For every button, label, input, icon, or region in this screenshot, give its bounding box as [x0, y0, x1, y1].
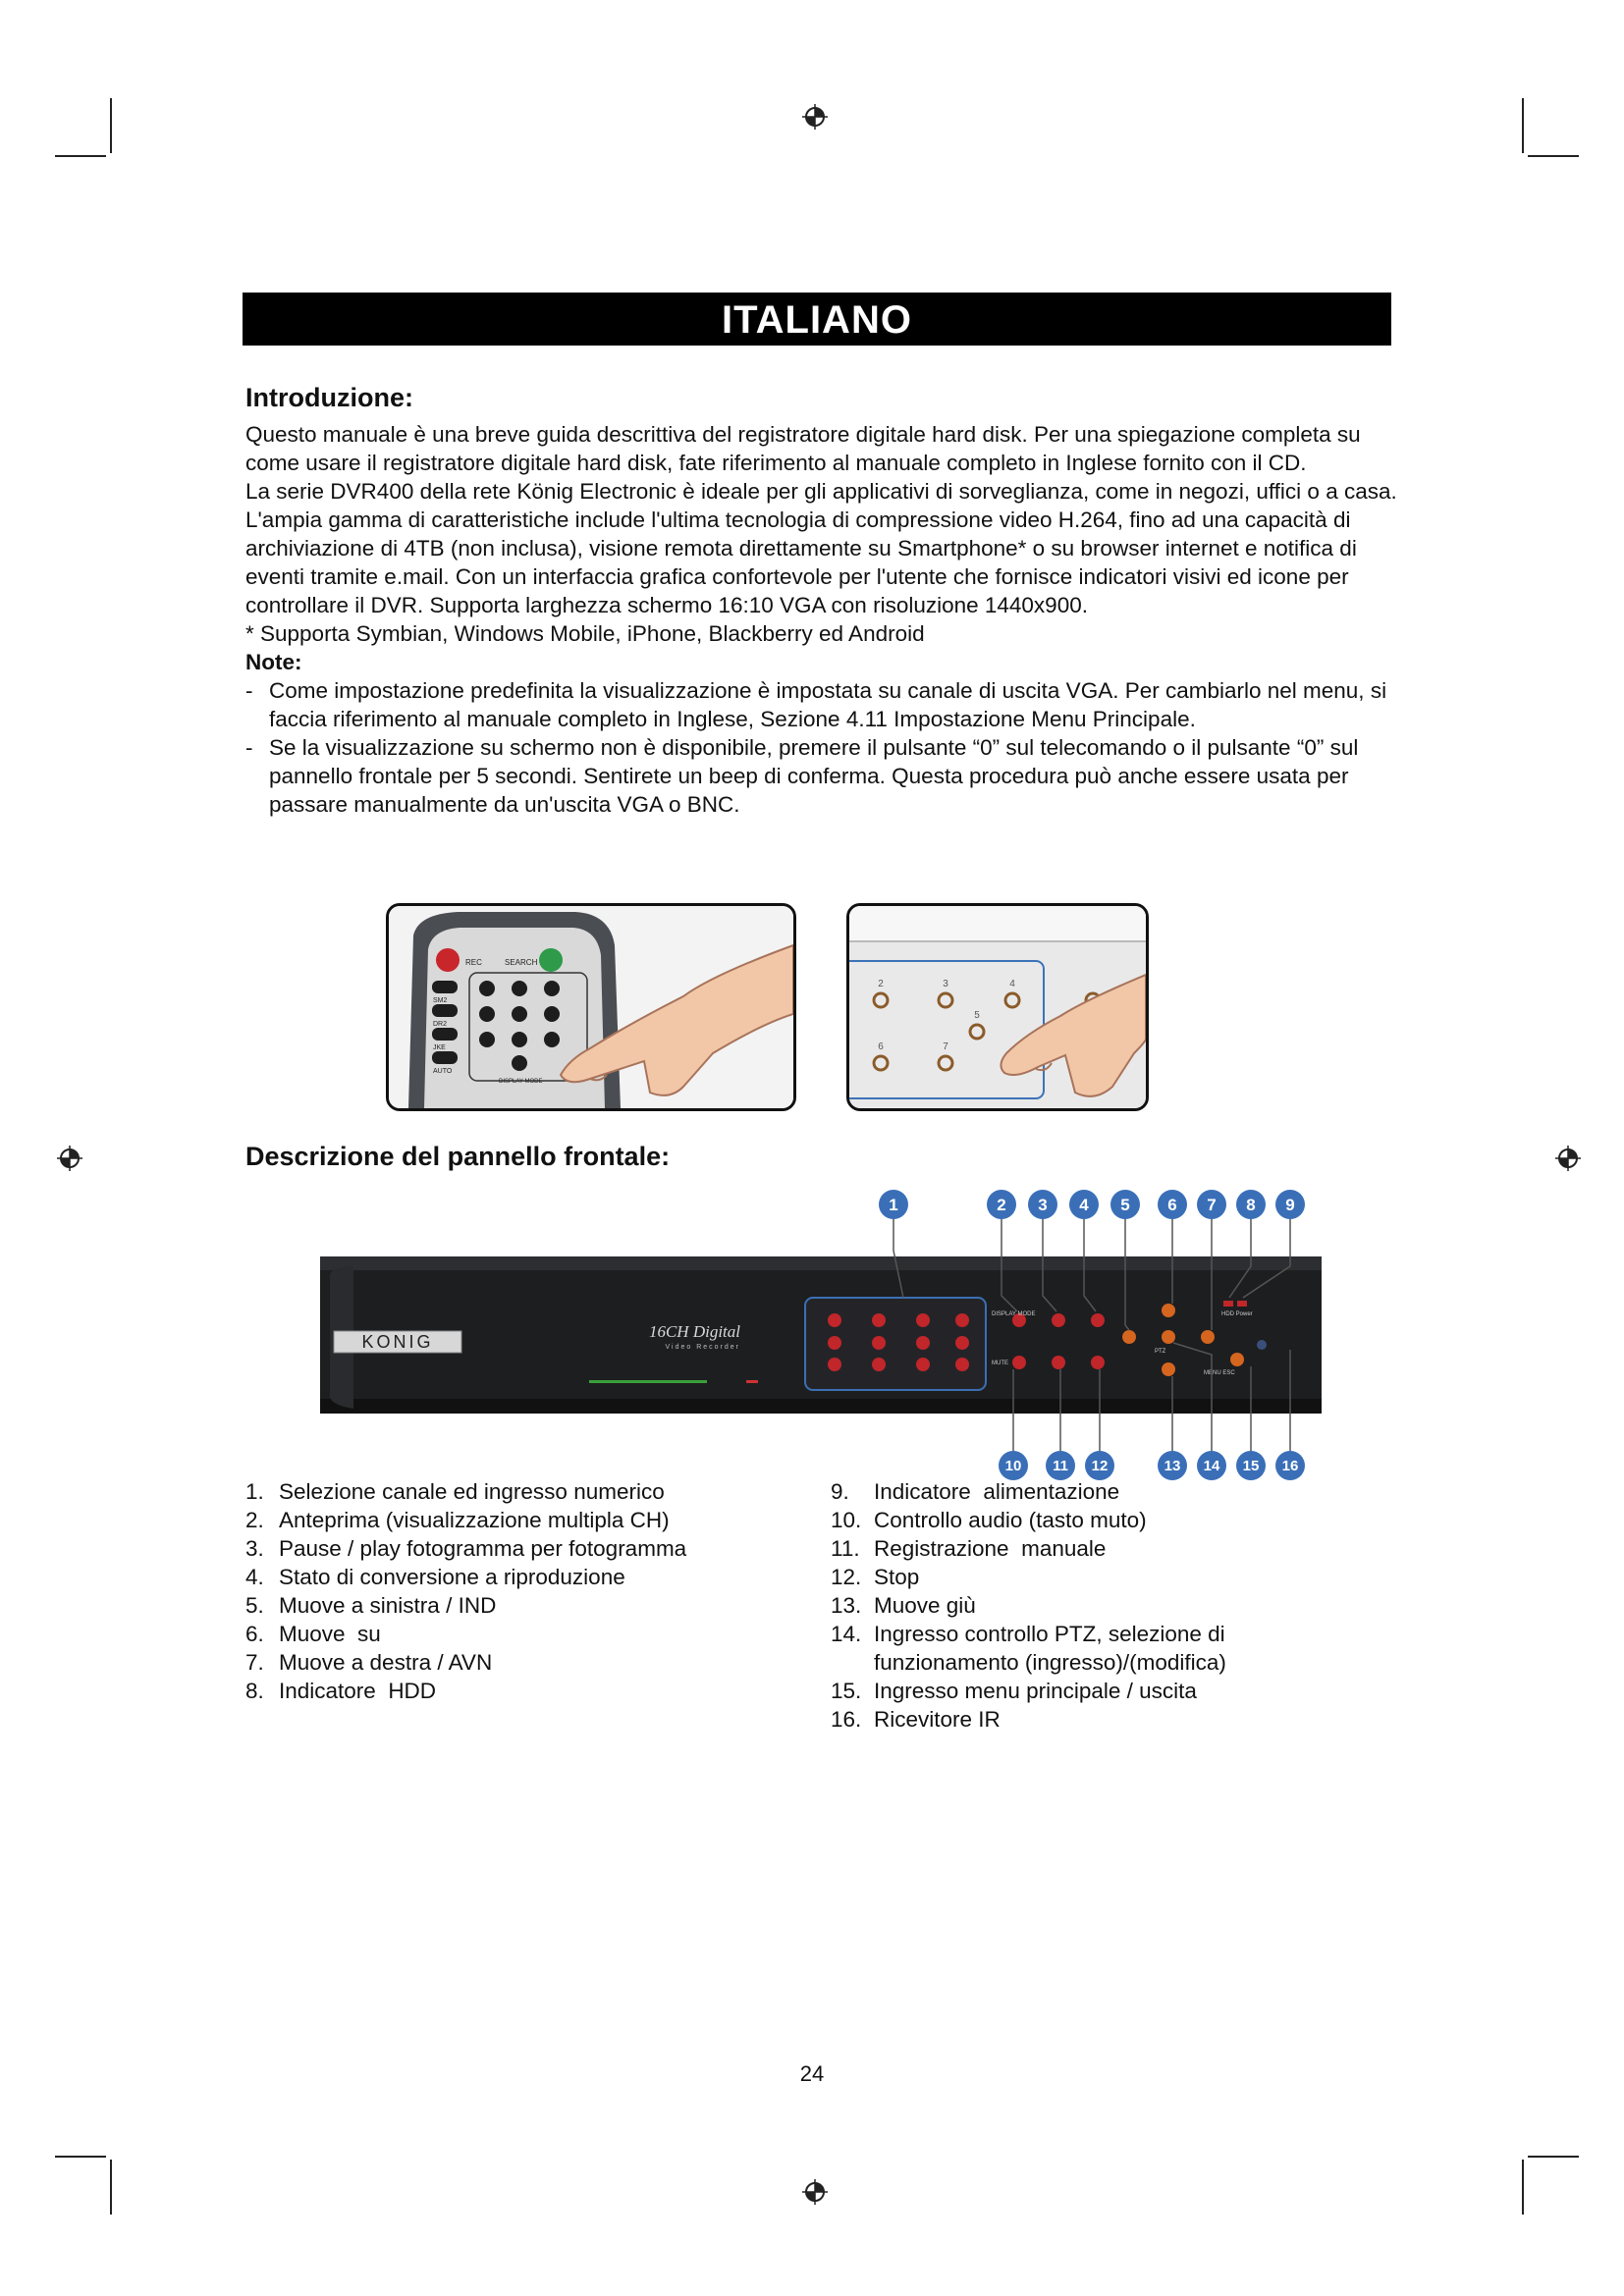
display-mode-label: DISPLAY MODE	[992, 1311, 1036, 1317]
hdd-power-label: HDD Power	[1221, 1311, 1253, 1317]
item-text: Indicatore HDD	[279, 1679, 437, 1703]
brand-logo: KONIG	[361, 1332, 434, 1352]
item-number: 12.	[831, 1565, 862, 1589]
crop-mark	[1528, 155, 1579, 157]
intro-paragraph: La serie DVR400 della rete König Electronic è ideale per gli applicativi di sorveglianza, come in negozi, uffici o a casa. L'ampia gamma di caratteristiche include l'ultima tecnologia di compressione video H.264, fino ad una capacità di archiviazione di 4TB (non inclusa), visione remota direttamente su Smartphone* o su browser internet e notifica di eventi tramite e.mail. Con un interfaccia grafica confortevole per l'utente che fornisce indicatori visivi ed icone per controllare il DVR. Supporta larghezza schermo 16:10 VGA con risoluzione 1440x900.	[245, 479, 1397, 617]
item-text: Controllo audio (tasto muto)	[874, 1508, 1147, 1532]
callout-number: 1	[889, 1196, 898, 1214]
remote-display-mode-label: DISPLAY MODE	[499, 1079, 543, 1085]
intro-paragraph: * Supporta Symbian, Windows Mobile, iPhone, Blackberry ed Android	[245, 621, 925, 646]
item-number: 14.	[831, 1622, 862, 1646]
list-item	[245, 1677, 795, 1705]
remote-rec-label: REC	[465, 958, 482, 967]
list-item	[831, 1591, 1272, 1620]
legend-left-list	[245, 1477, 795, 1705]
crop-mark	[55, 2156, 106, 2158]
item-number: 7.	[245, 1650, 264, 1675]
item-text: Muove giù	[874, 1593, 976, 1618]
item-number: 3.	[245, 1536, 264, 1561]
note-item: - Come impostazione predefinita la visualizzazione è impostata su canale di uscita VGA. Per cambiarlo nel menu, si faccia riferimento al manuale completo in Inglese, Sezione 4.11 Impostazione Menu Principale.	[245, 676, 1399, 733]
front-panel-diagram	[314, 1188, 1326, 1482]
callout-number: 13	[1164, 1458, 1181, 1474]
menu-esc-label: MENU ESC	[1204, 1370, 1235, 1376]
list-item	[831, 1534, 1272, 1563]
item-number: 8.	[245, 1679, 264, 1703]
item-text: Stop	[874, 1565, 920, 1589]
list-item	[831, 1477, 1272, 1506]
remote-row-label: JKE	[433, 1044, 446, 1051]
callout-number: 14	[1203, 1458, 1220, 1474]
closeup-key-label: 7	[943, 1041, 948, 1052]
item-number: 2.	[245, 1508, 264, 1532]
front-panel-heading: Descrizione del pannello frontale:	[245, 1142, 671, 1171]
callout-number: 11	[1053, 1458, 1068, 1474]
item-number: 5.	[245, 1593, 264, 1618]
callout-number: 2	[997, 1196, 1006, 1214]
closeup-key-label: 5	[974, 1010, 980, 1021]
list-item	[245, 1648, 795, 1677]
remote-row-label: AUTO	[433, 1068, 453, 1075]
list-item	[245, 1506, 795, 1534]
item-text: Anteprima (visualizzazione multipla CH)	[279, 1508, 670, 1532]
crop-mark	[110, 2160, 112, 2215]
remote-search-label: SEARCH	[505, 958, 538, 967]
remote-control-illustration	[389, 906, 793, 1108]
item-text: Ricevitore IR	[874, 1707, 1001, 1732]
mute-label: MUTE	[992, 1361, 1008, 1366]
closeup-key-label: 6	[878, 1041, 884, 1052]
crop-mark	[1522, 98, 1524, 153]
registration-mark-icon	[800, 102, 830, 132]
item-number: 9.	[831, 1479, 849, 1504]
callout-number: 8	[1246, 1196, 1256, 1214]
item-text: Stato di conversione a riproduzione	[279, 1565, 625, 1589]
item-text: Muove a sinistra / IND	[279, 1593, 497, 1618]
registration-mark-icon	[800, 2177, 830, 2207]
item-text: Selezione canale ed ingresso numerico	[279, 1479, 665, 1504]
remote-row-label: SM2	[433, 997, 448, 1004]
item-number: 15.	[831, 1679, 862, 1703]
language-banner: ITALIANO	[243, 293, 1391, 346]
closeup-key-label: 2	[878, 979, 884, 989]
note-item: - Se la visualizzazione su schermo non è disponibile, premere il pulsante “0” sul telecomando o il pulsante “0” sul pannello frontale per 5 secondi. Sentirete un beep di conferma. Questa procedura può anche essere usata per passare manualmente da un'uscita VGA o BNC.	[245, 733, 1399, 819]
callout-number: 9	[1285, 1196, 1295, 1214]
list-item	[245, 1620, 795, 1648]
list-item	[831, 1705, 1272, 1734]
crop-mark	[1522, 2160, 1524, 2215]
item-number: 1.	[245, 1479, 264, 1504]
front-panel-closeup-illustration	[849, 906, 1146, 1108]
model-label: 16CH Digital	[648, 1322, 740, 1341]
item-number: 11.	[831, 1536, 860, 1561]
callout-number: 10	[1004, 1458, 1022, 1474]
item-text: Muove a destra / AVN	[279, 1650, 493, 1675]
list-item	[831, 1506, 1272, 1534]
intro-body	[245, 420, 1399, 819]
item-number: 10.	[831, 1508, 862, 1532]
list-item	[831, 1620, 1272, 1677]
callout-number: 3	[1038, 1196, 1048, 1214]
intro-heading: Introduzione:	[245, 383, 413, 412]
page-number: 24	[799, 2061, 825, 2086]
item-number: 13.	[831, 1593, 862, 1618]
registration-mark-icon	[55, 1144, 84, 1173]
item-number: 4.	[245, 1565, 264, 1589]
callout-number: 6	[1167, 1196, 1177, 1214]
item-text: Ingresso menu principale / uscita	[874, 1679, 1197, 1703]
remote-control-photo	[386, 903, 796, 1111]
crop-mark	[1528, 2156, 1579, 2158]
crop-mark	[55, 155, 106, 157]
item-text: Muove su	[279, 1622, 381, 1646]
item-text: Pause / play fotogramma per fotogramma	[279, 1536, 687, 1561]
registration-mark-icon	[1553, 1144, 1583, 1173]
list-item	[831, 1563, 1272, 1591]
closeup-key-label: 4	[1009, 979, 1015, 989]
list-item	[245, 1591, 795, 1620]
list-item	[245, 1563, 795, 1591]
callout-number: 5	[1120, 1196, 1130, 1214]
callout-number: 16	[1281, 1458, 1299, 1474]
front-panel-closeup-photo	[846, 903, 1149, 1111]
callout-number: 7	[1207, 1196, 1217, 1214]
crop-mark	[110, 98, 112, 153]
ptz-label: PTZ	[1155, 1349, 1166, 1355]
callout-number: 15	[1242, 1458, 1260, 1474]
model-subtitle: Video Recorder	[665, 1344, 740, 1351]
item-number: 6.	[245, 1622, 264, 1646]
intro-paragraph: Questo manuale è una breve guida descrittiva del registratore digitale hard disk. Per una spiegazione completa su come usare il registratore digitale hard disk, fate riferimento al manuale completo in Inglese fornito con il CD.	[245, 422, 1361, 475]
closeup-key-label: 3	[943, 979, 948, 989]
item-number: 16.	[831, 1707, 862, 1732]
list-item	[245, 1477, 795, 1506]
item-text: Registrazione manuale	[874, 1536, 1107, 1561]
callout-number: 12	[1091, 1458, 1109, 1474]
item-text: Indicatore alimentazione	[874, 1479, 1120, 1504]
legend-right-list	[831, 1477, 1272, 1734]
item-text: Ingresso controllo PTZ, selezione di funzionamento (ingresso)/(modifica)	[874, 1622, 1226, 1675]
list-item	[245, 1534, 795, 1563]
callout-number: 4	[1079, 1196, 1089, 1214]
note-title: Note:	[245, 650, 302, 674]
list-item	[831, 1677, 1272, 1705]
remote-row-label: DR2	[433, 1021, 448, 1028]
